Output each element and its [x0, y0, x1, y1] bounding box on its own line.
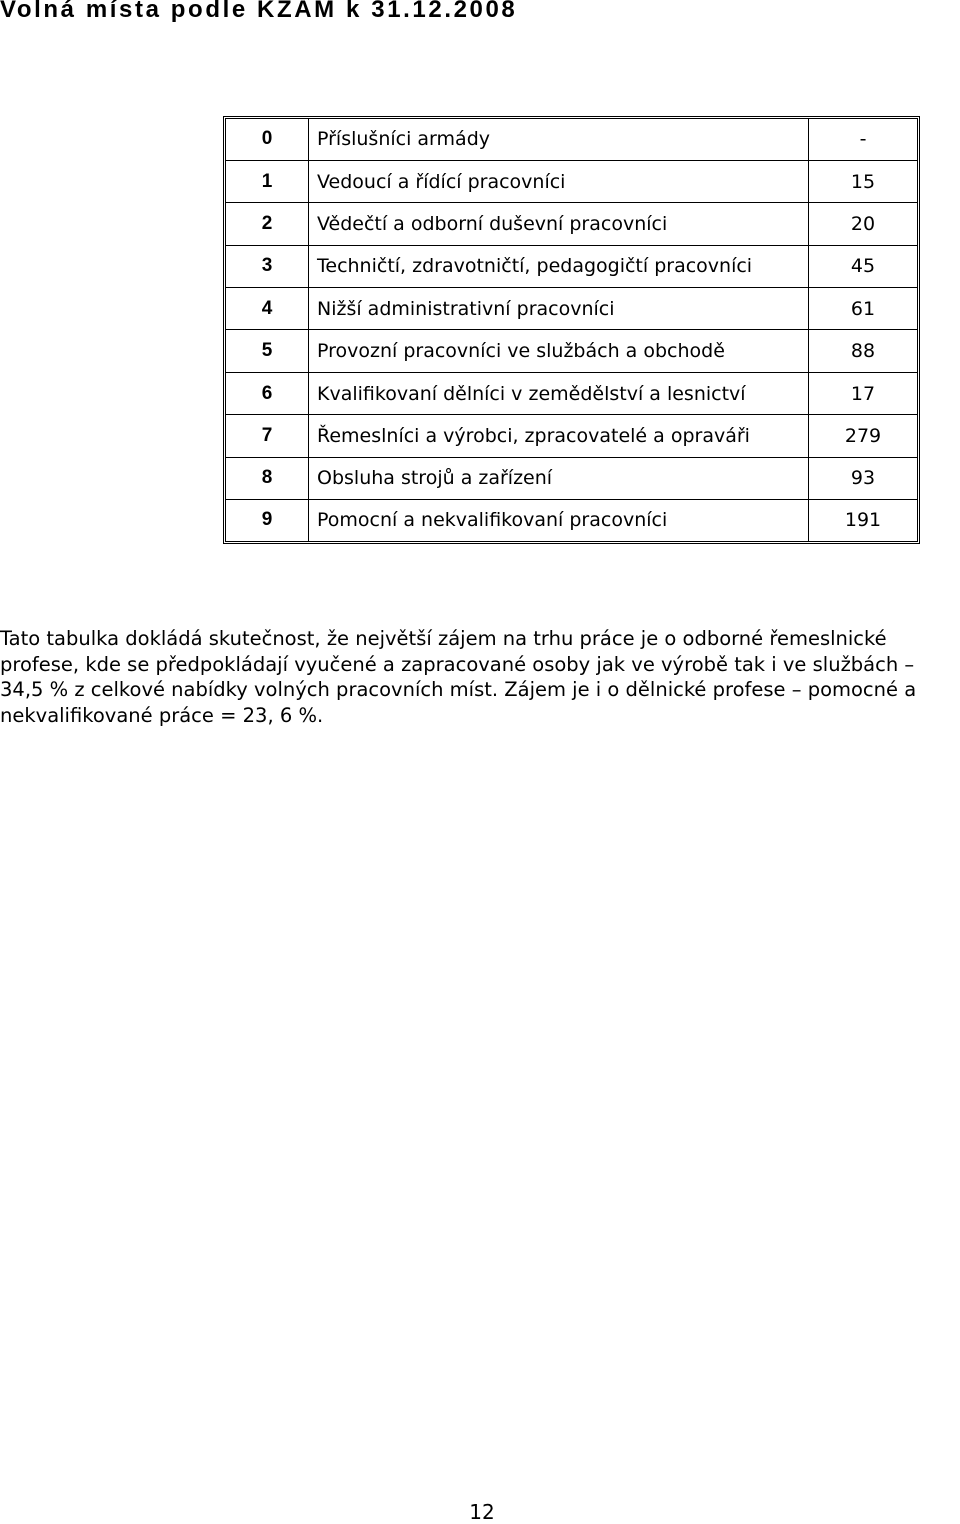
vacancy-count: 45	[809, 245, 918, 287]
kzam-code: 2	[226, 203, 309, 245]
summary-paragraph: Tato tabulka dokládá skutečnost, že největší zájem na trhu práce je o odborné řemeslnické profese, kde se předpokládají vyučené a zapracované osoby jak ve výrobě tak i ve službách – 34,5 % z celkové nabídky volných pracovních míst. Zájem je i o dělnické profese – pomocné a nekvalifikované práce = 23, 6 %.	[0, 627, 917, 727]
table-row	[226, 203, 917, 245]
vacancies-table	[226, 119, 917, 541]
kzam-code: 5	[226, 330, 309, 372]
table-row	[226, 415, 917, 457]
vacancy-count: 279	[809, 415, 918, 457]
kzam-code: 3	[226, 245, 309, 287]
table-row	[226, 288, 917, 330]
kzam-code: 6	[226, 372, 309, 414]
occupation-name: Obsluha strojů a zařízení	[309, 457, 809, 499]
vacancy-count: 20	[809, 203, 918, 245]
occupation-name: Vedoucí a řídící pracovníci	[309, 160, 809, 202]
occupation-name: Kvalifikovaní dělníci v zemědělství a lesnictví	[309, 372, 809, 414]
table-row	[226, 330, 917, 372]
kzam-code: 7	[226, 415, 309, 457]
kzam-code: 1	[226, 160, 309, 202]
occupation-name: Nižší administrativní pracovníci	[309, 288, 809, 330]
table-row	[226, 499, 917, 541]
occupation-name: Vědečtí a odborní duševní pracovníci	[309, 203, 809, 245]
table-row	[226, 119, 917, 160]
kzam-code: 8	[226, 457, 309, 499]
kzam-code: 4	[226, 288, 309, 330]
vacancy-count: 88	[809, 330, 918, 372]
occupation-name: Techničtí, zdravotničtí, pedagogičtí pracovníci	[309, 245, 809, 287]
vacancy-count: 93	[809, 457, 918, 499]
occupation-name: Příslušníci armády	[309, 119, 809, 160]
page-title: Volná místa podle KZAM k 31.12.2008	[0, 0, 518, 23]
vacancy-count: 61	[809, 288, 918, 330]
occupation-name: Pomocní a nekvalifikovaní pracovníci	[309, 499, 809, 541]
vacancy-count: 15	[809, 160, 918, 202]
table-row	[226, 245, 917, 287]
vacancy-count: 17	[809, 372, 918, 414]
table-row	[226, 160, 917, 202]
table-row	[226, 457, 917, 499]
page-number: 12	[469, 1500, 495, 1524]
occupation-name: Řemeslníci a výrobci, zpracovatelé a opraváři	[309, 415, 809, 457]
kzam-table	[223, 116, 920, 544]
occupation-name: Provozní pracovníci ve službách a obchodě	[309, 330, 809, 372]
table-row	[226, 372, 917, 414]
vacancy-count: -	[809, 119, 918, 160]
kzam-code: 0	[226, 119, 309, 160]
kzam-code: 9	[226, 499, 309, 541]
vacancy-count: 191	[809, 499, 918, 541]
